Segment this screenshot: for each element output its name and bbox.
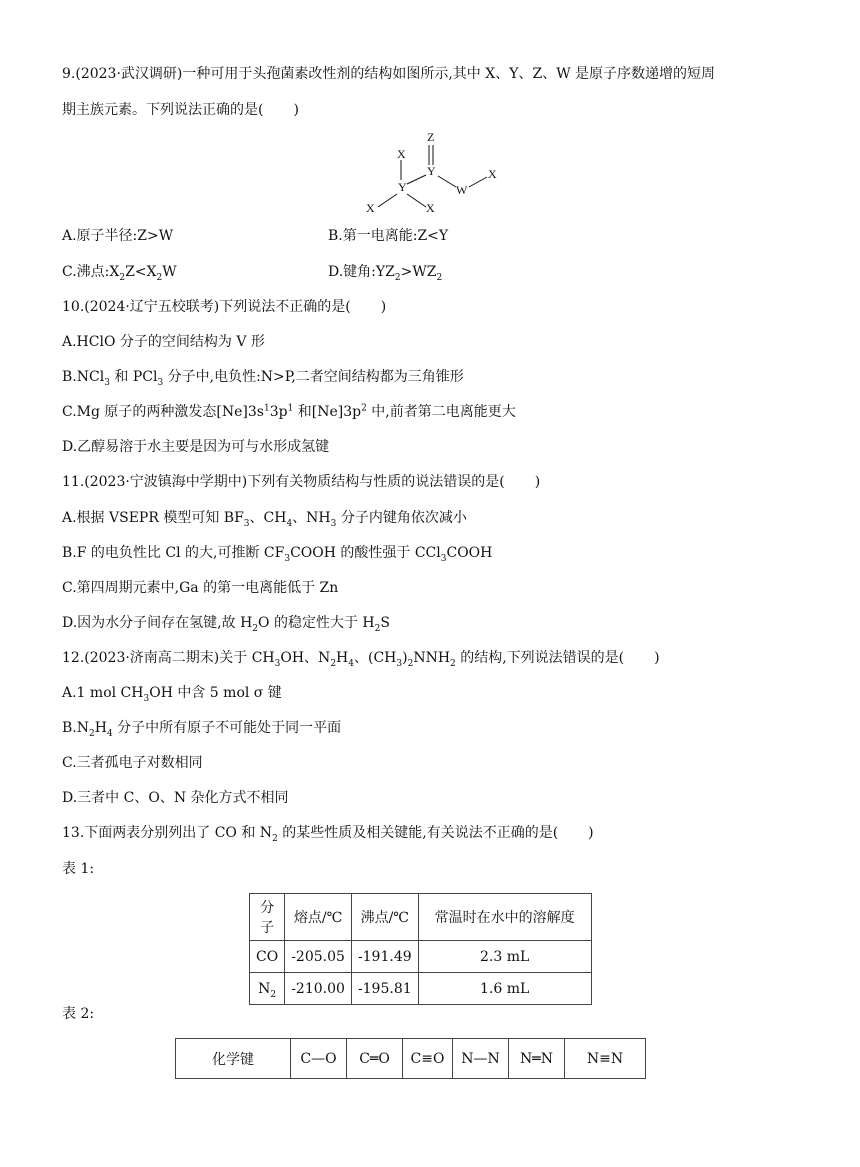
q9-option-b[interactable]: B.第一电离能:Z<Y	[328, 228, 449, 244]
q10-option-d[interactable]: D.乙醇易溶于水主要是因为可与水形成氢键	[62, 439, 330, 455]
table-cell: 2.3 mL	[418, 941, 591, 973]
q11-option-c[interactable]: C.第四周期元素中,Ga 的第一电离能低于 Zn	[62, 580, 339, 596]
atom-y-lower: Y	[398, 180, 407, 194]
table-header-cell: C≡O	[403, 1039, 453, 1079]
q13-stem: 13.下面两表分别列出了 CO 和 $N_2$ 的某些性质及相关键能,有关说法不正确的是( )	[62, 825, 594, 844]
q12-stem: 12.(2023·济南高二期末)关于 $CH_3OH$、$N_2H_4$、$(CH_3)_2NNH_2$ 的结构,下列说法错误的是( )	[62, 650, 660, 669]
atom-x-top: X	[397, 147, 406, 161]
table2	[175, 1038, 646, 1079]
q9-stem-line1: 9.(2023·武汉调研)一种可用于头孢菌素改性剂的结构如图所示,其中 X、Y、Z、W 是原子序数递增的短周	[62, 66, 716, 82]
table-header-cell: 化学键	[176, 1039, 291, 1079]
q11-stem: 11.(2023·宁波镇海中学期中)下列有关物质结构与性质的说法错误的是( )	[62, 474, 541, 490]
table-row	[250, 973, 592, 1005]
table1	[249, 893, 592, 1005]
table-cell: $N_2$	[250, 973, 285, 1005]
q9-option-c[interactable]: C.沸点$:X_2Z<X_2W$	[62, 264, 177, 283]
table-header-cell: N═N	[509, 1039, 565, 1079]
q10-stem: 10.(2024·辽宁五校联考)下列说法不正确的是( )	[62, 299, 387, 315]
q10-option-a[interactable]: A.HClO 分子的空间结构为 V 形	[62, 334, 265, 350]
q10-option-b[interactable]: B.NCl$_3$ 和 PCl$_3$ 分子中,电负性:N>P,二者空间结构都为三角锥形	[62, 369, 464, 388]
table-header-cell: N≡N	[565, 1039, 646, 1079]
q9-option-a[interactable]: A.原子半径:Z>W	[62, 228, 174, 244]
table-header-cell: 常温时在水中的溶解度	[418, 894, 591, 941]
table-cell: 1.6 mL	[418, 973, 591, 1005]
atom-y-upper: Y	[427, 164, 436, 178]
table2-caption: 表 2:	[62, 1006, 95, 1022]
q12-option-a[interactable]: A.1 mol $CH_3OH$ 中含 5 mol σ 键	[62, 685, 282, 704]
q9-option-d[interactable]: D.键角$:YZ_2>WZ_2$	[328, 264, 443, 283]
q11-option-d[interactable]: D.因为水分子间存在氢键,故 $H_2O$ 的稳定性大于 $H_2S$	[62, 615, 390, 634]
table-row	[250, 941, 592, 973]
atom-w: W	[456, 183, 468, 197]
table-cell: -205.05	[285, 941, 352, 973]
table-header-cell: C═O	[347, 1039, 403, 1079]
q12-option-d[interactable]: D.三者中 C、O、N 杂化方式不相同	[62, 790, 289, 806]
atom-x-right: X	[488, 167, 497, 181]
table-cell: CO	[250, 941, 285, 973]
table-header-cell: 熔点/℃	[285, 894, 352, 941]
q12-option-b[interactable]: $B.N_2H_4$ 分子中所有原子不可能处于同一平面	[62, 720, 342, 739]
q11-option-b[interactable]: B.F 的电负性比 Cl 的大,可推断 $CF_3COOH$ 的酸性强于 CCl$_3$COOH	[62, 545, 493, 564]
table-cell: -195.81	[351, 973, 418, 1005]
table-header-row	[250, 894, 592, 941]
q9-options-cd	[62, 262, 802, 282]
table-header-cell: C—O	[291, 1039, 347, 1079]
table-cell: -191.49	[351, 941, 418, 973]
table-header-cell: 分子	[250, 894, 285, 941]
atom-x-left: X	[366, 201, 375, 215]
q9-options-ab	[62, 226, 802, 246]
table-header-cell: 沸点/℃	[351, 894, 418, 941]
table-cell: -210.00	[285, 973, 352, 1005]
atom-z: Z	[427, 130, 435, 144]
table-header-cell: N—N	[453, 1039, 509, 1079]
table1-caption: 表 1:	[62, 861, 95, 877]
atom-x-bottom: X	[426, 201, 435, 215]
q9-stem-line2: 期主族元素。下列说法正确的是( )	[62, 102, 299, 118]
q12-option-c[interactable]: C.三者孤电子对数相同	[62, 755, 203, 771]
q9-structure-diagram	[356, 124, 516, 224]
q10-option-c[interactable]: C.Mg 原子的两种激发态$[Ne]3s^13p^1$ 和$[Ne]3p^2$ 中,前者第二电离能更大	[62, 403, 516, 420]
q11-option-a[interactable]: A.根据 VSEPR 模型可知 $BF_3$、$CH_4$、$NH_3$ 分子内键角依次减小	[62, 510, 467, 529]
table-header-row	[176, 1039, 646, 1079]
